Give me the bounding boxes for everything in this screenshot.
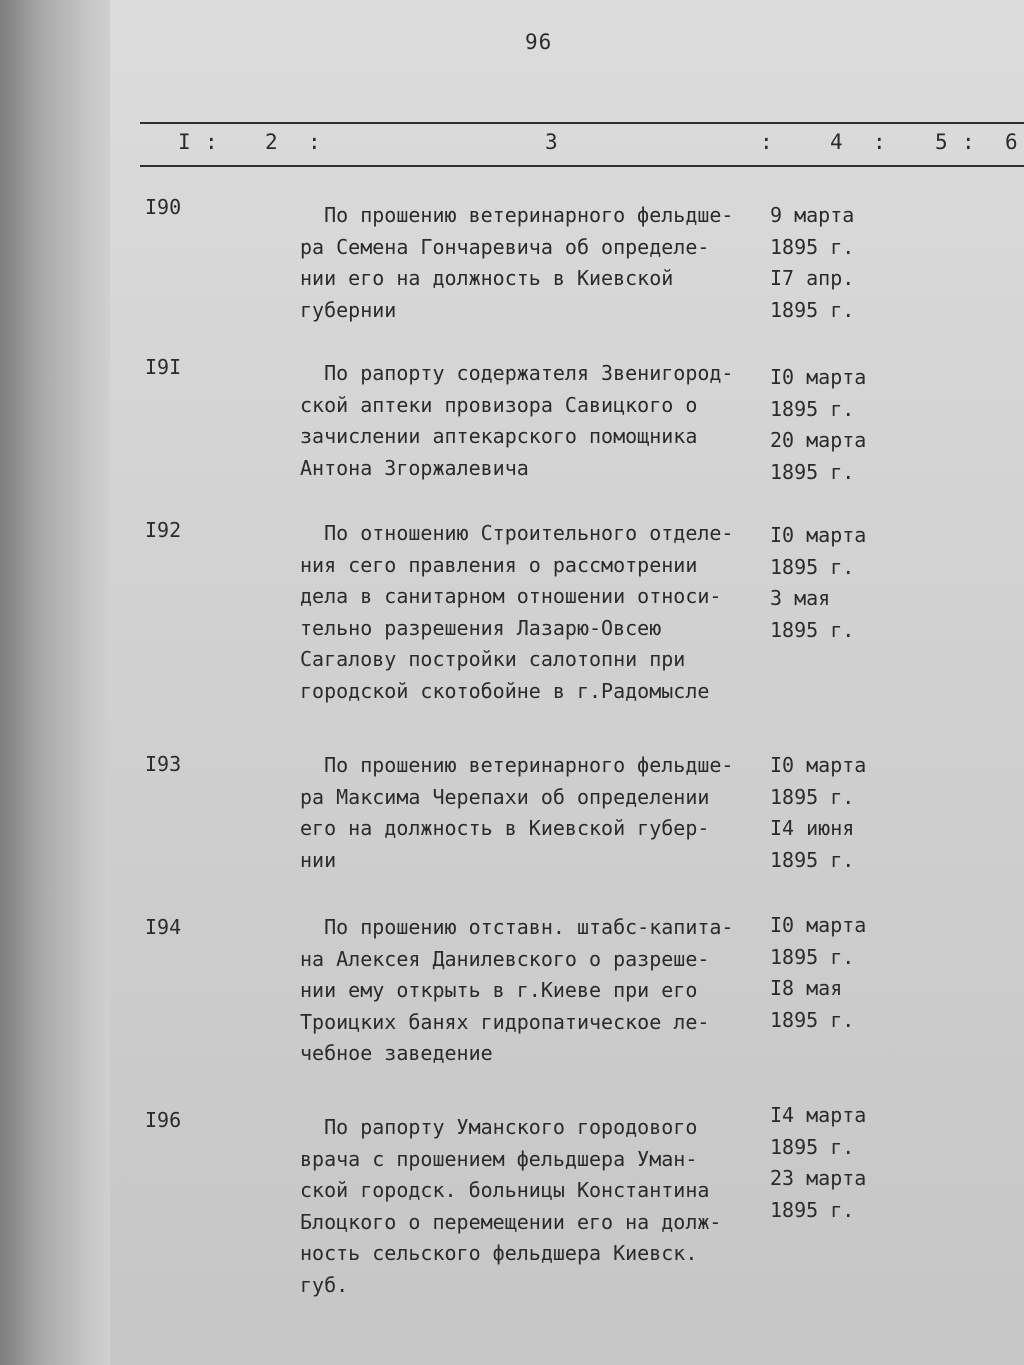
date-line: 1895 г. [770,1007,855,1032]
description-line: По прошению отставн. штабс-капита- [300,915,734,939]
entry-description [300,358,775,484]
entry-number: I93 [145,752,182,776]
description-line: ра Максима Черепахи об определении [300,784,710,809]
date-line: 1895 г. [770,1134,855,1159]
date-line: 1895 г. [770,1197,855,1222]
date-line: 1895 г. [770,396,855,421]
date-line: I8 мая [770,976,843,1000]
entry-description [300,1112,775,1301]
description-line: По отношению Строительного отделе- [300,521,734,545]
description-line: Троицких банях гидропатическое ле- [300,1009,710,1034]
entry-description [300,200,775,326]
description-line: нии его на должность в Киевской [300,266,674,290]
description-line: ской городск. больницы Константина [300,1178,710,1202]
date-line: 1895 г. [770,944,855,969]
date-line: 20 марта [770,428,867,452]
column-separator: : [205,130,218,154]
entry-description [300,912,775,1070]
date-line: 23 марта [770,1166,867,1190]
entry-number: I90 [145,195,182,219]
date-line: 1895 г. [770,847,855,872]
description-line: нии [300,847,337,872]
date-line: 1895 г. [770,617,855,642]
description-line: губ. [300,1272,349,1297]
description-line: Сагалову постройки салотопни при [300,647,686,671]
entry-description [300,518,775,707]
entry-dates [770,1100,866,1226]
date-line: 9 марта [770,203,855,227]
description-line: Антона Згоржалевича [300,455,529,480]
description-line: По рапорту Уманского городового [300,1115,698,1139]
description-line: По прошению ветеринарного фельдше- [300,203,734,227]
date-line: I4 марта [770,1103,867,1127]
description-line: ния сего правления о рассмотрении [300,552,698,577]
header-top-rule [140,122,1024,124]
date-line: I0 марта [770,753,867,777]
entry-number: I94 [145,915,182,939]
date-line: I0 марта [770,913,867,937]
entry-dates [770,910,866,1036]
description-line: чебное заведение [300,1041,493,1065]
description-line: его на должность в Киевской губер- [300,816,710,840]
description-line: нии ему открыть в г.Киеве при его [300,978,698,1002]
entry-description [300,750,775,876]
column-header-3: 3 [545,130,558,154]
date-line: 1895 г. [770,297,855,322]
entry-dates [770,362,866,488]
column-separator: : [962,130,975,154]
description-line: Блоцкого о перемещении его на долж- [300,1209,722,1234]
column-separator: : [873,130,886,154]
description-line: ра Семена Гончаревича об определе- [300,234,710,259]
book-binding-shadow [0,0,120,1365]
description-line: По прошению ветеринарного фельдше- [300,753,734,777]
description-line: ской аптеки провизора Савицкого о [300,392,698,417]
column-header-1: I [178,130,191,154]
header-bottom-rule [140,165,1024,167]
date-line: I4 июня [770,816,855,840]
description-line: дела в санитарном отношении относи- [300,584,722,608]
page-number: 96 [525,30,553,54]
date-line: 1895 г. [770,784,855,809]
entry-dates [770,750,866,876]
description-line: тельно разрешения Лазарю-Овсею [300,615,662,640]
description-line: городской скотобойне в г.Радомысле [300,678,710,703]
column-header-4: 4 [830,130,843,154]
date-line: I0 марта [770,523,867,547]
date-line: I7 апр. [770,266,855,290]
description-line: зачислении аптекарского помощника [300,424,698,448]
description-line: врача с прошением фельдшера Уман- [300,1146,698,1171]
date-line: 1895 г. [770,554,855,579]
description-line: ность сельского фельдшера Киевск. [300,1241,698,1265]
date-line: I0 марта [770,365,867,389]
column-header-5: 5 [935,130,948,154]
entry-dates [770,200,854,326]
date-line: 1895 г. [770,459,855,484]
entry-number: I9I [145,355,182,379]
description-line: на Алексея Данилевского о разреше- [300,946,710,971]
entry-number: I92 [145,518,182,542]
description-line: По рапорту содержателя Звенигород- [300,361,734,385]
date-line: 3 мая [770,586,831,610]
date-line: 1895 г. [770,234,855,259]
column-header-2: 2 [265,130,278,154]
entry-dates [770,520,866,646]
entry-number: I96 [145,1108,182,1132]
description-line: губернии [300,297,397,322]
column-header-6: 6 [1005,130,1018,154]
column-separator: : [308,130,321,154]
column-separator: : [760,130,773,154]
